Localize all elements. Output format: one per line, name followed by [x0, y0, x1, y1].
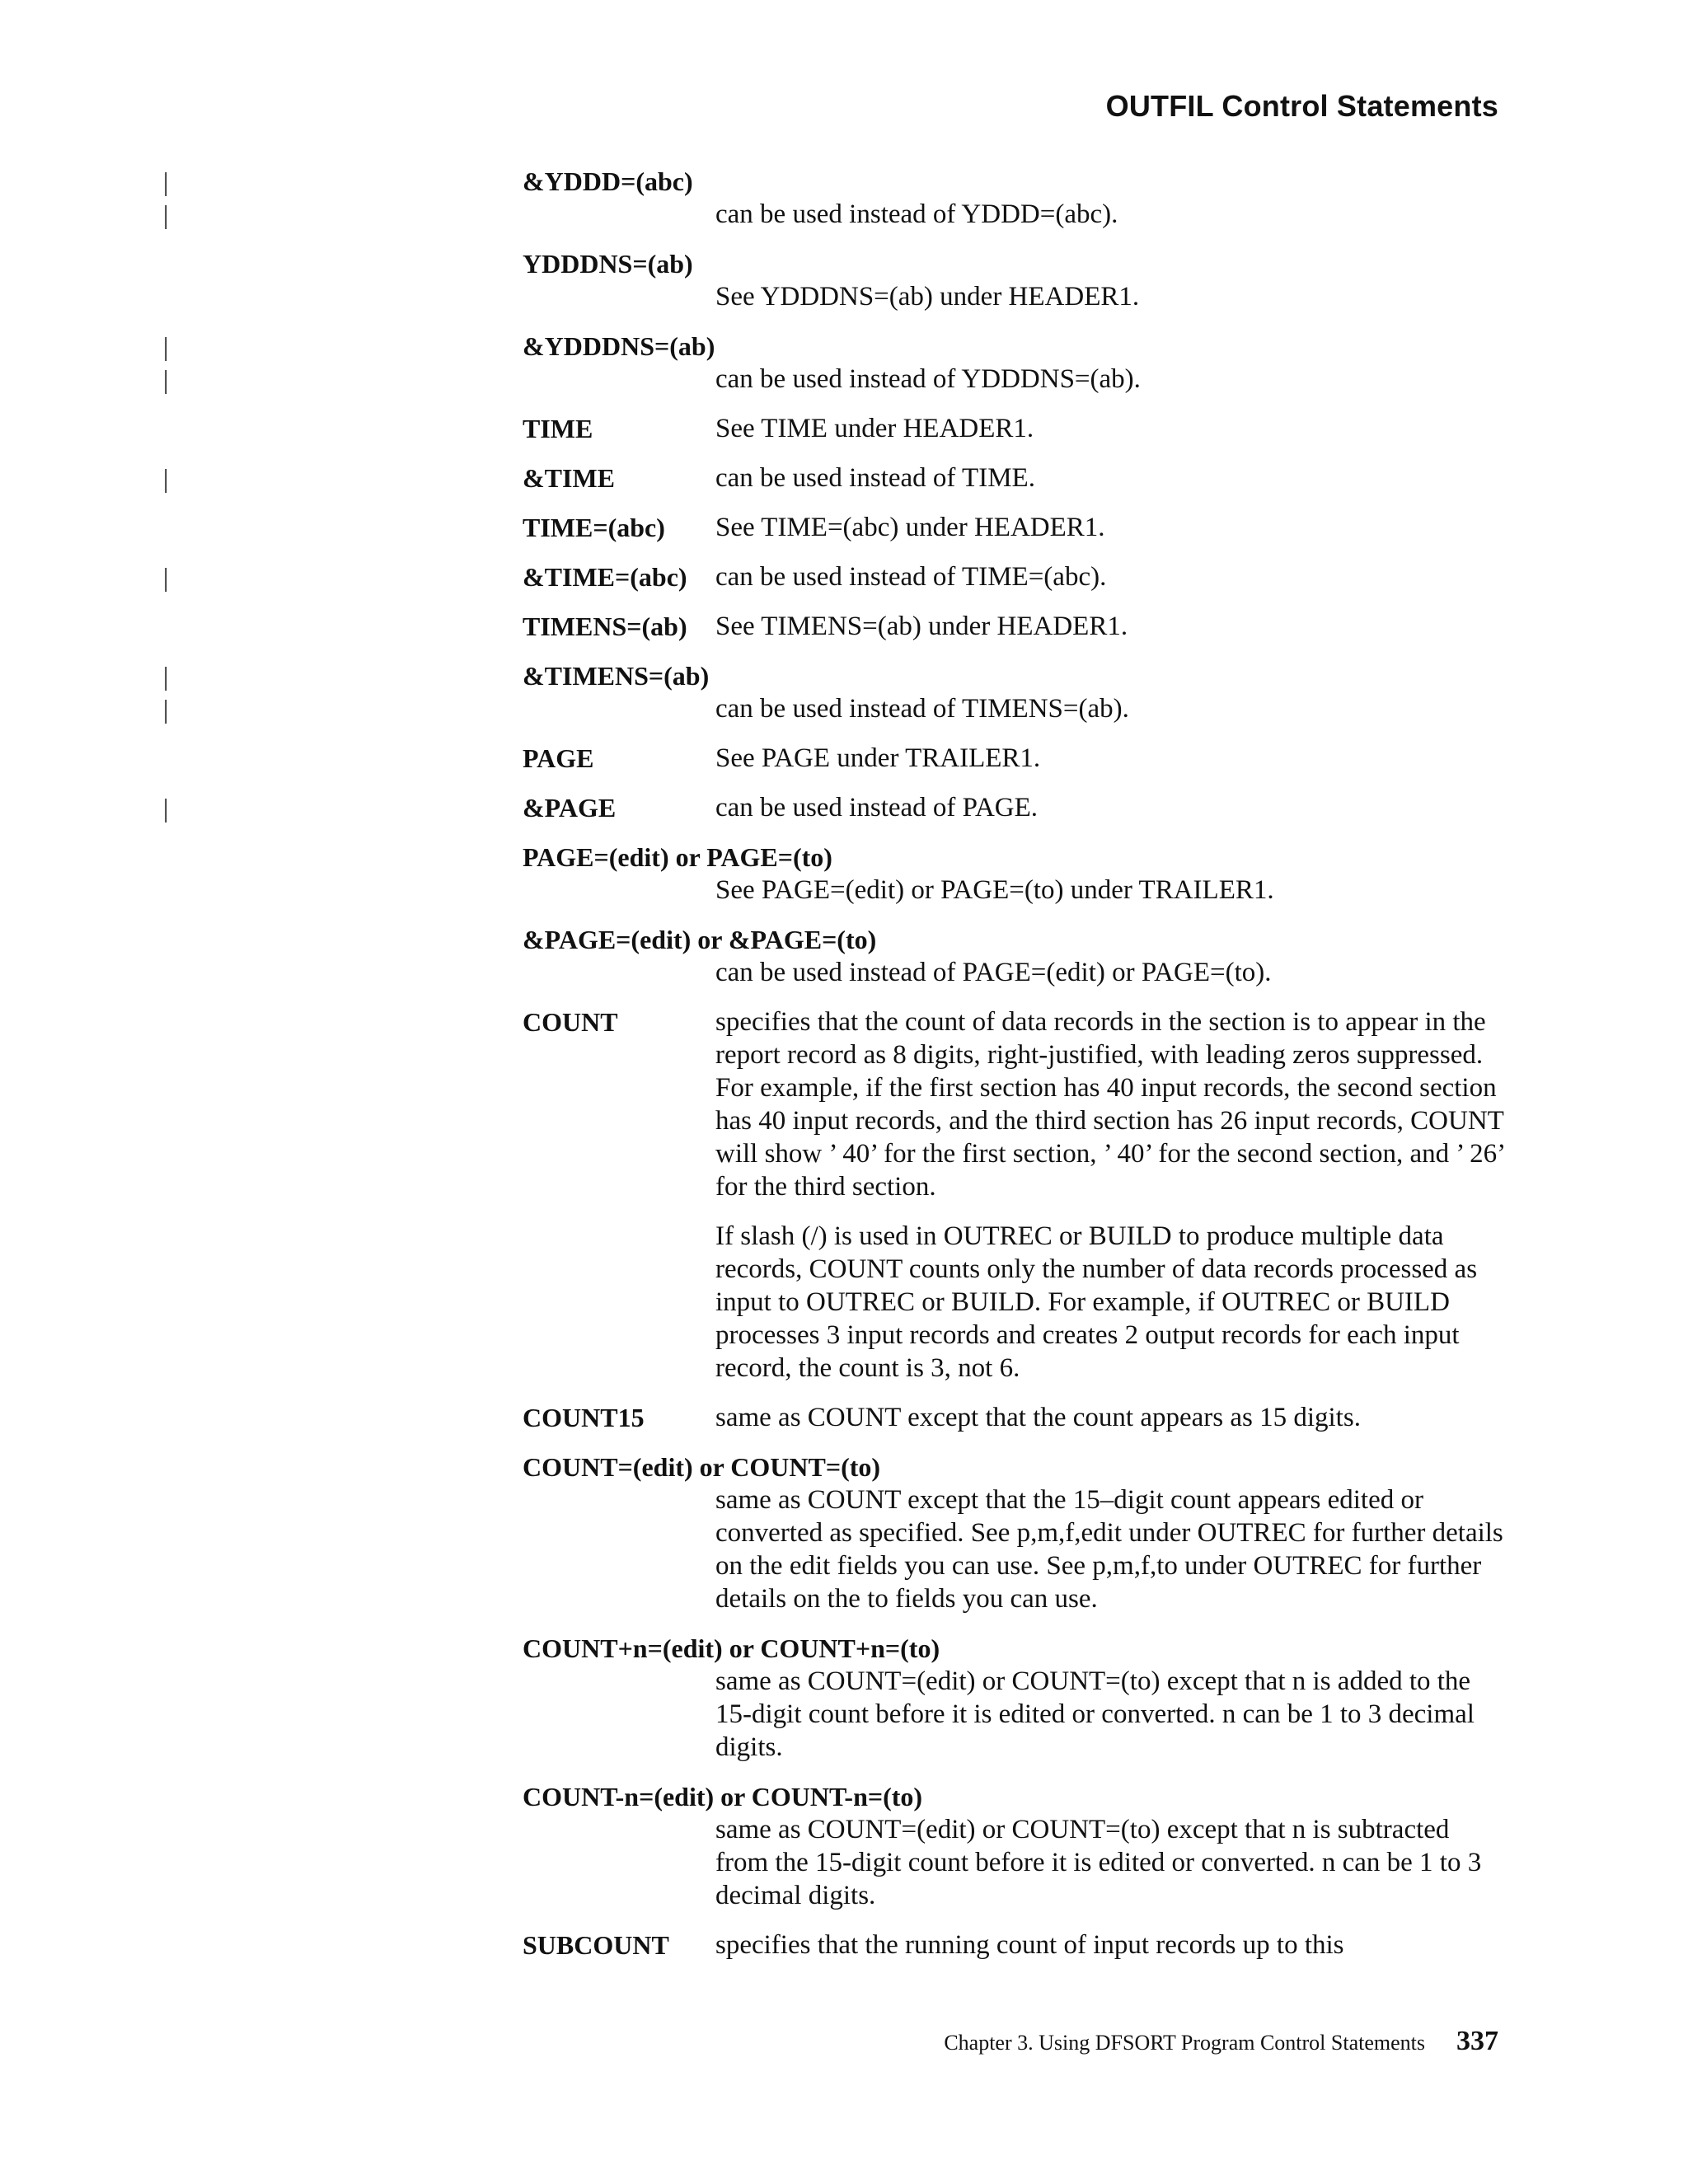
description-paragraph: same as COUNT except that the 15–digit count appears edited or converted as specified. See p,m,f,edit under OUTREC for further details on the edit fields you can use. See p,m,f,to under OUTREC for further details on the to fields you can use.	[715, 1485, 1503, 1614]
description-paragraph: same as COUNT=(edit) or COUNT=(to) except that n is added to the 15-digit count before it is edited or converted. n can be 1 to 3 decimal digits.	[715, 1666, 1475, 1762]
change-bar: |	[163, 793, 169, 823]
definition-term: &TIMENS=(ab)	[523, 661, 710, 691]
description-paragraph: See PAGE=(edit) or PAGE=(to) under TRAILER1.	[715, 875, 1274, 905]
change-bar: |	[163, 661, 169, 691]
definition-term: YDDDNS=(ab)	[523, 249, 693, 279]
definition-entry	[0, 1929, 1688, 1961]
definition-term: &TIME	[523, 463, 615, 493]
description-paragraph: See YDDDNS=(ab) under HEADER1.	[715, 282, 1140, 312]
description-paragraph: same as COUNT except that the count appears as 15 digits.	[715, 1403, 1361, 1432]
description-paragraph: can be used instead of TIME=(abc).	[715, 562, 1107, 592]
definition-entry	[0, 511, 1688, 544]
definition-description	[715, 560, 1507, 593]
definition-description	[715, 247, 1507, 313]
definition-entry	[0, 841, 1688, 907]
description-paragraph: See TIME under HEADER1.	[715, 414, 1034, 443]
definition-term: TIME	[523, 414, 593, 443]
definition-entry	[0, 247, 1688, 313]
definition-term: &YDDDNS=(ab)	[523, 331, 715, 361]
description-paragraph: can be used instead of PAGE.	[715, 793, 1039, 823]
change-bar: |	[163, 562, 169, 592]
definition-term: TIMENS=(ab)	[523, 612, 687, 641]
definition-description	[715, 1005, 1507, 1385]
footer-page-number: 337	[1456, 2026, 1498, 2056]
definition-description	[715, 659, 1507, 725]
change-bar: |	[163, 331, 169, 361]
definition-term: TIME=(abc)	[523, 513, 665, 542]
definition-entry	[0, 742, 1688, 775]
description-paragraph: can be used instead of PAGE=(edit) or PAGE=(to).	[715, 958, 1272, 987]
definition-entry	[0, 560, 1688, 593]
definition-entry	[0, 1401, 1688, 1434]
definition-description	[715, 791, 1507, 824]
definition-description	[715, 742, 1507, 775]
change-bar: |	[163, 199, 169, 229]
definition-list	[0, 165, 1688, 1978]
definition-term: COUNT-n=(edit) or COUNT-n=(to)	[523, 1782, 923, 1811]
definition-term: COUNT=(edit) or COUNT=(to)	[523, 1452, 881, 1482]
definition-entry	[0, 610, 1688, 643]
definition-term: &YDDD=(abc)	[523, 166, 693, 196]
definition-term: &TIME=(abc)	[523, 562, 687, 592]
definition-description	[715, 462, 1507, 494]
description-paragraph: specifies that the running count of input records up to this	[715, 1930, 1344, 1960]
change-bar: |	[163, 463, 169, 493]
definition-entry	[0, 1005, 1688, 1385]
description-paragraph: same as COUNT=(edit) or COUNT=(to) except that n is subtracted from the 15-digit count before it is edited or converted. n can be 1 to 3 decimal digits.	[715, 1815, 1482, 1910]
definition-entry	[0, 1451, 1688, 1615]
description-paragraph: See PAGE under TRAILER1.	[715, 743, 1041, 773]
definition-description	[715, 841, 1507, 907]
definition-term: COUNT	[523, 1007, 618, 1037]
description-paragraph: can be used instead of YDDDNS=(ab).	[715, 364, 1141, 394]
definition-term: COUNT+n=(edit) or COUNT+n=(to)	[523, 1633, 940, 1663]
definition-entry	[0, 923, 1688, 989]
definition-entry	[0, 165, 1688, 231]
definition-term: &PAGE	[523, 793, 617, 823]
change-bar: |	[163, 166, 169, 196]
page-footer	[944, 2026, 1498, 2057]
definition-description	[715, 1929, 1507, 1961]
definition-description	[715, 330, 1507, 396]
description-paragraph: can be used instead of TIMENS=(ab).	[715, 694, 1129, 724]
definition-description	[715, 511, 1507, 544]
description-paragraph: See TIMENS=(ab) under HEADER1.	[715, 612, 1128, 641]
description-paragraph: See TIME=(abc) under HEADER1.	[715, 513, 1105, 542]
definition-term: PAGE=(edit) or PAGE=(to)	[523, 842, 832, 872]
description-paragraph: specifies that the count of data records in the section is to appear in the report record as 8 digits, right-justified, with leading zeros suppressed. For example, if the first section has 40 input records, the second section has 40 input records, and the third section has 26 input records, COUNT will show ’ 40’ for the first section, ’ 40’ for the second section, and ’ 26’ for the third section.	[715, 1007, 1504, 1202]
definition-entry	[0, 1632, 1688, 1764]
definition-entry	[0, 462, 1688, 494]
definition-term: PAGE	[523, 743, 594, 773]
definition-description	[715, 165, 1507, 231]
definition-entry	[0, 1780, 1688, 1912]
definition-term: SUBCOUNT	[523, 1930, 669, 1960]
description-paragraph: can be used instead of TIME.	[715, 463, 1035, 493]
footer-chapter-title: Chapter 3. Using DFSORT Program Control Statements	[944, 2031, 1425, 2055]
definition-description	[715, 610, 1507, 643]
definition-description	[715, 412, 1507, 445]
definition-entry	[0, 659, 1688, 725]
definition-term: COUNT15	[523, 1403, 645, 1432]
page-header-title: OUTFIL Control Statements	[1105, 89, 1498, 123]
definition-entry	[0, 412, 1688, 445]
definition-entry	[0, 791, 1688, 824]
description-paragraph: can be used instead of YDDD=(abc).	[715, 199, 1118, 229]
definition-entry	[0, 330, 1688, 396]
change-bar: |	[163, 694, 169, 724]
description-paragraph: If slash (/) is used in OUTREC or BUILD to produce multiple data records, COUNT counts only the number of data records processed as input to OUTREC or BUILD. For example, if OUTREC or BUILD processes 3 input records and creates 2 output records for each input record, the count is 3, not 6.	[715, 1221, 1478, 1383]
definition-description	[715, 1401, 1507, 1434]
definition-term: &PAGE=(edit) or &PAGE=(to)	[523, 925, 877, 954]
change-bar: |	[163, 364, 169, 394]
